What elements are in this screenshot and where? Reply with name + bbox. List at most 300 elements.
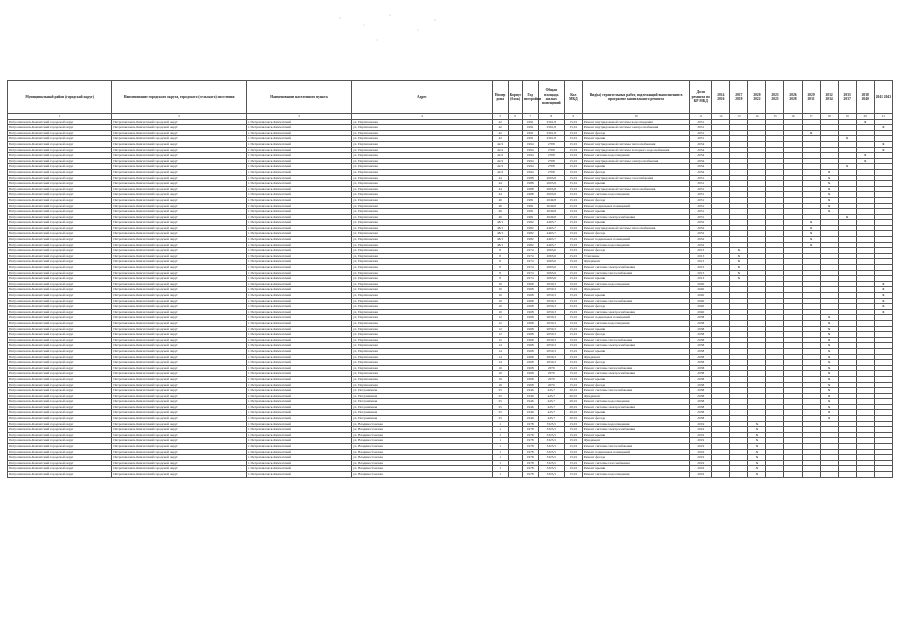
year-cell: 1968 <box>522 309 538 315</box>
apartments-cell: 15,01 <box>564 214 582 220</box>
period-mark-cell: X <box>820 360 838 366</box>
area-cell: 2049,8 <box>538 214 564 220</box>
area-cell: 2063,6 <box>538 270 564 276</box>
house-cell: 1 <box>492 460 508 466</box>
works-cell: Ремонт системы электроснабжения <box>582 427 689 433</box>
period-mark-cell: X <box>820 181 838 187</box>
locality-cell: г. Петропавловск-Камчатский <box>246 186 351 192</box>
locality-cell: г. Петропавловск-Камчатский <box>246 242 351 248</box>
house-cell: 42/2 <box>492 147 508 153</box>
address-cell: ул. Партизанская <box>352 293 492 299</box>
apartments-cell: 15,01 <box>564 304 582 310</box>
municipality-cell: Петропавловск-Камчатский городской округ <box>8 360 112 366</box>
period-mark-cell: X <box>874 147 892 153</box>
year-cell: 1946 <box>522 399 538 405</box>
works-cell: Ремонт системы водоотведения <box>582 399 689 405</box>
settlement-cell: Петропавловск-Камчатский городской округ <box>112 169 246 175</box>
house-cell: 48/1 <box>492 237 508 243</box>
locality-cell: г. Петропавловск-Камчатский <box>246 455 351 461</box>
address-cell: ул. Пограничная <box>352 399 492 405</box>
locality-cell: г. Петропавловск-Камчатский <box>246 181 351 187</box>
house-cell: 14 <box>492 360 508 366</box>
municipality-cell: Петропавловск-Камчатский городской округ <box>8 220 112 226</box>
apartments-cell: 15,01 <box>564 259 582 265</box>
municipality-cell: Петропавловск-Камчатский городской округ <box>8 432 112 438</box>
period-mark-cell: X <box>748 427 766 433</box>
address-cell: ул. Партизанская <box>352 197 492 203</box>
period-mark-cell: X <box>820 169 838 175</box>
address-cell: ул. Партизанская <box>352 360 492 366</box>
apartments-cell: 15,01 <box>564 337 582 343</box>
area-cell: 2070 <box>538 376 564 382</box>
share-cell: 2019 <box>690 460 712 466</box>
house-cell: 42/2 <box>492 164 508 170</box>
header-period: 2023 2025 <box>766 81 784 114</box>
house-cell: 48/1 <box>492 220 508 226</box>
share-cell: 2019 <box>690 438 712 444</box>
address-cell: ул. Партизанская <box>352 248 492 254</box>
header-settlement: Наименование городского округа, городского (сельского) поселения <box>112 81 246 114</box>
municipality-cell: Петропавловск-Камчатский городской округ <box>8 270 112 276</box>
apartments-cell: 20,01 <box>564 416 582 422</box>
house-cell: 16 <box>492 365 508 371</box>
house-cell: 8 <box>492 270 508 276</box>
settlement-cell: Петропавловск-Камчатский городской округ <box>112 388 246 394</box>
area-cell: 2005,8 <box>538 175 564 181</box>
works-cell: Ремонт фасада <box>582 332 689 338</box>
settlement-cell: Петропавловск-Камчатский городской округ <box>112 455 246 461</box>
year-cell: 1978 <box>522 460 538 466</box>
area-cell: 2050,3 <box>538 343 564 349</box>
house-cell: 46 <box>492 214 508 220</box>
share-cell: 2034 <box>690 147 712 153</box>
share-cell: 2040 <box>690 304 712 310</box>
apartments-cell: 15,01 <box>564 242 582 248</box>
year-cell: 1946 <box>522 416 538 422</box>
year-cell: 1988 <box>522 186 538 192</box>
house-cell: 42/2 <box>492 169 508 175</box>
year-cell: 1978 <box>522 472 538 478</box>
column-number: 11 <box>690 114 712 120</box>
share-cell: 2032 <box>690 237 712 243</box>
municipality-cell: Петропавловск-Камчатский городской округ <box>8 259 112 265</box>
municipality-cell: Петропавловск-Камчатский городской округ <box>8 354 112 360</box>
apartments-cell: 15,01 <box>564 365 582 371</box>
settlement-cell: Петропавловск-Камчатский городской округ <box>112 136 246 142</box>
locality-cell: г. Петропавловск-Камчатский <box>246 164 351 170</box>
column-number: 14 <box>748 114 766 120</box>
share-cell: 2031 <box>690 119 712 125</box>
period-mark-cell <box>712 472 730 478</box>
settlement-cell: Петропавловск-Камчатский городской округ <box>112 259 246 265</box>
house-cell: 14 <box>492 343 508 349</box>
period-mark-cell: X <box>820 186 838 192</box>
house-cell: 10 <box>492 309 508 315</box>
header-cost: Доля ремонта по КР МКД <box>690 81 712 114</box>
apartments-cell: 15,01 <box>564 343 582 349</box>
works-cell: Фундамент <box>582 354 689 360</box>
settlement-cell: Петропавловск-Камчатский городской округ <box>112 141 246 147</box>
works-cell: Ремонт системы теплоснабжения <box>582 337 689 343</box>
settlement-cell: Петропавловск-Камчатский городской округ <box>112 242 246 248</box>
scan-noise <box>330 10 450 50</box>
apartments-cell: 15,01 <box>564 432 582 438</box>
works-cell: Ремонт внутридомовой системы теплоснабжения <box>582 225 689 231</box>
municipality-cell: Петропавловск-Камчатский городской округ <box>8 466 112 472</box>
share-cell: 2019 <box>690 427 712 433</box>
year-cell: 1974 <box>522 276 538 282</box>
locality-cell: г. Петропавловск-Камчатский <box>246 382 351 388</box>
settlement-cell: Петропавловск-Камчатский городской округ <box>112 466 246 472</box>
area-cell: 445,7 <box>538 404 564 410</box>
share-cell: 2034 <box>690 153 712 159</box>
locality-cell: г. Петропавловск-Камчатский <box>246 444 351 450</box>
year-cell: 1968 <box>522 332 538 338</box>
area-cell: 2050,3 <box>538 298 564 304</box>
locality-cell: г. Петропавловск-Камчатский <box>246 259 351 265</box>
works-cell: Ремонт системы электроснабжения <box>582 214 689 220</box>
municipality-cell: Петропавловск-Камчатский городской округ <box>8 130 112 136</box>
period-mark-cell: X <box>802 237 820 243</box>
address-cell: ул. Партизанская <box>352 220 492 226</box>
municipality-cell: Петропавловск-Камчатский городской округ <box>8 175 112 181</box>
municipality-cell: Петропавловск-Камчатский городской округ <box>8 388 112 394</box>
area-cell: 4463,7 <box>538 242 564 248</box>
apartments-cell: 15,01 <box>564 466 582 472</box>
house-cell: 8 <box>492 259 508 265</box>
period-mark-cell: X <box>730 253 748 259</box>
capital-repair-program-table <box>7 80 893 478</box>
period-mark-cell: X <box>874 141 892 147</box>
works-cell: Ремонт системы теплоснабжения <box>582 298 689 304</box>
municipality-cell: Петропавловск-Камчатский городской округ <box>8 304 112 310</box>
locality-cell: г. Петропавловск-Камчатский <box>246 343 351 349</box>
settlement-cell: Петропавловск-Камчатский городской округ <box>112 354 246 360</box>
apartments-cell: 15,01 <box>564 460 582 466</box>
municipality-cell: Петропавловск-Камчатский городской округ <box>8 449 112 455</box>
column-number: 15 <box>766 114 784 120</box>
locality-cell: г. Петропавловск-Камчатский <box>246 136 351 142</box>
year-cell: 1968 <box>522 293 538 299</box>
year-cell: 1978 <box>522 444 538 450</box>
period-mark-cell: X <box>820 203 838 209</box>
period-mark-cell: X <box>802 231 820 237</box>
municipality-cell: Петропавловск-Камчатский городской округ <box>8 309 112 315</box>
locality-cell: г. Петропавловск-Камчатский <box>246 360 351 366</box>
period-mark-cell: X <box>838 214 856 220</box>
area-cell: 2063,6 <box>538 265 564 271</box>
address-cell: ул. Партизанская <box>352 326 492 332</box>
area-cell: 2063,6 <box>538 248 564 254</box>
period-mark-cell: X <box>748 449 766 455</box>
period-mark-cell: X <box>820 404 838 410</box>
settlement-cell: Петропавловск-Камчатский городской округ <box>112 248 246 254</box>
share-cell: 2031 <box>690 175 712 181</box>
locality-cell: г. Петропавловск-Камчатский <box>246 253 351 259</box>
apartments-cell: 15,01 <box>564 320 582 326</box>
address-cell: ул. Владивостокская <box>352 455 492 461</box>
header-area: Общая площадь жилых помещений <box>538 81 564 114</box>
year-cell: 1968 <box>522 287 538 293</box>
works-cell: Ремонт крыши <box>582 466 689 472</box>
share-cell: 2038 <box>690 404 712 410</box>
settlement-cell: Петропавловск-Камчатский городской округ <box>112 421 246 427</box>
share-cell: 2031 <box>690 209 712 215</box>
apartments-cell: 15,01 <box>564 130 582 136</box>
municipality-cell: Петропавловск-Камчатский городской округ <box>8 231 112 237</box>
year-cell: 1978 <box>522 466 538 472</box>
year-cell: 1946 <box>522 404 538 410</box>
column-number: 1 <box>8 114 112 120</box>
house-cell: 10 <box>492 293 508 299</box>
address-cell: ул. Партизанская <box>352 281 492 287</box>
works-cell: Ремонт системы теплоснабжения <box>582 270 689 276</box>
share-cell: 2034 <box>690 141 712 147</box>
year-cell: 1968 <box>522 371 538 377</box>
share-cell: 2019 <box>690 432 712 438</box>
settlement-cell: Петропавловск-Камчатский городской округ <box>112 309 246 315</box>
address-cell: ул. Партизанская <box>352 186 492 192</box>
locality-cell: г. Петропавловск-Камчатский <box>246 214 351 220</box>
settlement-cell: Петропавловск-Камчатский городской округ <box>112 399 246 405</box>
works-cell: Ремонт крыши <box>582 276 689 282</box>
address-cell: ул. Партизанская <box>352 382 492 388</box>
apartments-cell: 15,01 <box>564 421 582 427</box>
share-cell: 2013 <box>690 248 712 254</box>
table-body <box>8 114 893 478</box>
municipality-cell: Петропавловск-Камчатский городской округ <box>8 427 112 433</box>
works-cell: Ремонт системы водоотведения <box>582 242 689 248</box>
share-cell: 2038 <box>690 326 712 332</box>
share-cell: 2013 <box>690 259 712 265</box>
year-cell: 1991 <box>522 130 538 136</box>
share-cell: 2019 <box>690 466 712 472</box>
works-cell: Ремонт внутридомовой системы электроснабжения <box>582 125 689 131</box>
municipality-cell: Петропавловск-Камчатский городской округ <box>8 399 112 405</box>
municipality-cell: Петропавловск-Камчатский городской округ <box>8 253 112 259</box>
header-period: 2032 2034 <box>820 81 838 114</box>
works-cell: Ремонт подвальных помещений <box>582 237 689 243</box>
house-cell: 12 <box>492 326 508 332</box>
works-cell: Ремонт системы водоотведения <box>582 153 689 159</box>
area-cell: 3325,5 <box>538 421 564 427</box>
municipality-cell: Петропавловск-Камчатский городской округ <box>8 293 112 299</box>
settlement-cell: Петропавловск-Камчатский городской округ <box>112 181 246 187</box>
locality-cell: г. Петропавловск-Камчатский <box>246 270 351 276</box>
period-mark-cell: X <box>748 432 766 438</box>
settlement-cell: Петропавловск-Камчатский городской округ <box>112 315 246 321</box>
locality-cell: г. Петропавловск-Камчатский <box>246 248 351 254</box>
period-mark-cell: X <box>730 248 748 254</box>
period-mark-cell: X <box>856 119 874 125</box>
address-cell: ул. Партизанская <box>352 259 492 265</box>
year-cell: 1981 <box>522 203 538 209</box>
works-cell: Ремонт системы водоотведения <box>582 421 689 427</box>
apartments-cell: 15,01 <box>564 192 582 198</box>
period-mark-cell: X <box>820 371 838 377</box>
works-cell: Ремонт внутридомовой системы теплоснабжения <box>582 186 689 192</box>
address-cell: ул. Партизанская <box>352 147 492 153</box>
settlement-cell: Петропавловск-Камчатский городской округ <box>112 203 246 209</box>
period-mark-cell <box>802 472 820 478</box>
header-municipality: Муниципальный район (городской округ) <box>8 81 112 114</box>
municipality-cell: Петропавловск-Камчатский городской округ <box>8 242 112 248</box>
column-number: 8 <box>538 114 564 120</box>
area-cell: 3325,5 <box>538 449 564 455</box>
address-cell: ул. Партизанская <box>352 332 492 338</box>
header-row <box>8 81 893 114</box>
works-cell: Ремонт системы электроснабжения <box>582 265 689 271</box>
house-cell: 48/1 <box>492 225 508 231</box>
area-cell: 2050,3 <box>538 360 564 366</box>
column-number: 5 <box>492 114 508 120</box>
address-cell: ул. Партизанская <box>352 153 492 159</box>
area-cell: 2063,6 <box>538 253 564 259</box>
period-mark-cell: X <box>874 304 892 310</box>
municipality-cell: Петропавловск-Камчатский городской округ <box>8 337 112 343</box>
works-cell: Ремонт системы теплоснабжения <box>582 388 689 394</box>
locality-cell: г. Петропавловск-Камчатский <box>246 354 351 360</box>
share-cell: 2040 <box>690 287 712 293</box>
share-cell: 2031 <box>690 181 712 187</box>
municipality-cell: Петропавловск-Камчатский городской округ <box>8 169 112 175</box>
period-mark-cell: X <box>820 192 838 198</box>
apartments-cell: 15,01 <box>564 147 582 153</box>
share-cell: 2038 <box>690 320 712 326</box>
period-mark-cell: X <box>748 455 766 461</box>
area-cell: 4463,7 <box>538 220 564 226</box>
apartments-cell: 15,01 <box>564 136 582 142</box>
address-cell: ул. Владивостокская <box>352 449 492 455</box>
apartments-cell: 15,01 <box>564 332 582 338</box>
locality-cell: г. Петропавловск-Камчатский <box>246 192 351 198</box>
header-period: 2038 2040 <box>856 81 874 114</box>
area-cell: 4463,7 <box>538 231 564 237</box>
locality-cell: г. Петропавловск-Камчатский <box>246 315 351 321</box>
works-cell: Ремонт подвальных помещений <box>582 449 689 455</box>
house-cell: 42/2 <box>492 158 508 164</box>
settlement-cell: Петропавловск-Камчатский городской округ <box>112 416 246 422</box>
apartments-cell: 15,01 <box>564 270 582 276</box>
works-cell: Фундамент <box>582 393 689 399</box>
year-cell: 1994 <box>522 147 538 153</box>
share-cell: 2032 <box>690 220 712 226</box>
header-building: Корпус (блок) <box>508 81 522 114</box>
house-cell: 12 <box>492 337 508 343</box>
settlement-cell: Петропавловск-Камчатский городской округ <box>112 337 246 343</box>
apartments-cell: 15,01 <box>564 181 582 187</box>
apartments-cell: 15,01 <box>564 472 582 478</box>
settlement-cell: Петропавловск-Камчатский городской округ <box>112 376 246 382</box>
area-cell: 2049,8 <box>538 203 564 209</box>
area-cell: 2708 <box>538 169 564 175</box>
share-cell: 2031 <box>690 186 712 192</box>
area-cell: 2050,3 <box>538 326 564 332</box>
share-cell: 2038 <box>690 348 712 354</box>
municipality-cell: Петропавловск-Камчатский городской округ <box>8 119 112 125</box>
settlement-cell: Петропавловск-Камчатский городской округ <box>112 460 246 466</box>
share-cell: 2013 <box>690 276 712 282</box>
apartments-cell: 15,01 <box>564 175 582 181</box>
apartments-cell: 15,01 <box>564 203 582 209</box>
period-mark-cell: X <box>820 382 838 388</box>
area-cell: 3325,5 <box>538 427 564 433</box>
municipality-cell: Петропавловск-Камчатский городской округ <box>8 393 112 399</box>
year-cell: 1968 <box>522 337 538 343</box>
area-cell: 3325,5 <box>538 438 564 444</box>
area-cell: 445,7 <box>538 393 564 399</box>
header-address: Адрес <box>352 81 492 114</box>
area-cell: 2708 <box>538 141 564 147</box>
settlement-cell: Петропавловск-Камчатский городской округ <box>112 270 246 276</box>
share-cell: 2032 <box>690 225 712 231</box>
address-cell: ул. Владивостокская <box>352 432 492 438</box>
column-number: 18 <box>820 114 838 120</box>
works-cell: Ремонт системы водоотведения <box>582 281 689 287</box>
year-cell: 1982 <box>522 237 538 243</box>
address-cell: ул. Партизанская <box>352 354 492 360</box>
works-cell: Ремонт крыши <box>582 164 689 170</box>
year-cell: 1988 <box>522 181 538 187</box>
column-number: 10 <box>582 114 689 120</box>
year-cell: 1994 <box>522 164 538 170</box>
municipality-cell: Петропавловск-Камчатский городской округ <box>8 276 112 282</box>
house-cell: 1 <box>492 455 508 461</box>
area-cell: 2561,8 <box>538 125 564 131</box>
area-cell: 3325,5 <box>538 455 564 461</box>
share-cell: 2038 <box>690 399 712 405</box>
house-cell: 25 <box>492 404 508 410</box>
house-cell: 25 <box>492 388 508 394</box>
header-period: 2014 2016 <box>712 81 730 114</box>
area-cell: 2005,8 <box>538 192 564 198</box>
address-cell: ул. Партизанская <box>352 225 492 231</box>
address-cell: ул. Партизанская <box>352 214 492 220</box>
apartments-cell: 15,01 <box>564 298 582 304</box>
municipality-cell: Петропавловск-Камчатский городской округ <box>8 248 112 254</box>
locality-cell: г. Петропавловск-Камчатский <box>246 175 351 181</box>
works-cell: Ремонт крыши <box>582 376 689 382</box>
address-cell: ул. Партизанская <box>352 175 492 181</box>
address-cell: ул. Партизанская <box>352 371 492 377</box>
settlement-cell: Петропавловск-Камчатский городской округ <box>112 164 246 170</box>
works-cell: Ремонт системы водоотведения <box>582 192 689 198</box>
works-cell: Ремонт фасада <box>582 197 689 203</box>
locality-cell: г. Петропавловск-Камчатский <box>246 320 351 326</box>
house-cell: 42 <box>492 136 508 142</box>
address-cell: ул. Партизанская <box>352 130 492 136</box>
apartments-cell: 15,01 <box>564 360 582 366</box>
share-cell: 2019 <box>690 444 712 450</box>
works-cell: Ремонт фасада <box>582 169 689 175</box>
municipality-cell: Петропавловск-Камчатский городской округ <box>8 281 112 287</box>
address-cell: ул. Партизанская <box>352 141 492 147</box>
year-cell: 1946 <box>522 388 538 394</box>
year-cell: 1968 <box>522 326 538 332</box>
apartments-cell: 15,01 <box>564 248 582 254</box>
period-mark-cell: X <box>802 220 820 226</box>
locality-cell: г. Петропавловск-Камчатский <box>246 169 351 175</box>
year-cell: 1994 <box>522 141 538 147</box>
period-mark-cell: X <box>730 276 748 282</box>
house-cell: 1 <box>492 449 508 455</box>
header-works: Вид(ы) строительных работ, подлежащий выполнению в программе капитального ремонта <box>582 81 689 114</box>
area-cell: 2063,6 <box>538 259 564 265</box>
works-cell: Ремонт системы водоотведения <box>582 472 689 478</box>
period-mark-cell: X <box>820 197 838 203</box>
area-cell: 2070 <box>538 382 564 388</box>
settlement-cell: Петропавловск-Камчатский городской округ <box>112 214 246 220</box>
